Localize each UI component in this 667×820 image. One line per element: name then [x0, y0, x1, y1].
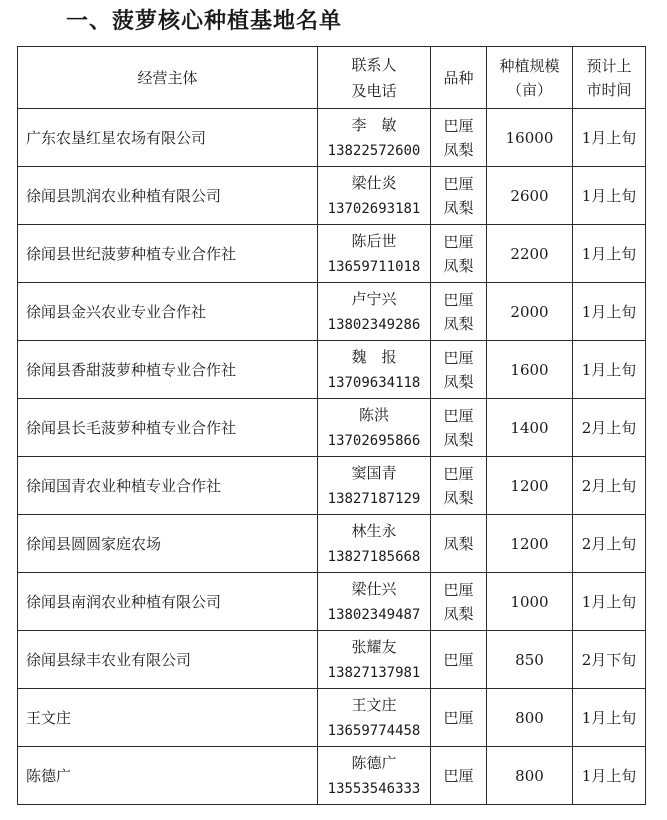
scale-cell: 2200	[487, 225, 573, 283]
table-row	[18, 225, 646, 283]
entity-cell: 徐闻县凯润农业种植有限公司	[18, 167, 318, 225]
time-cell: 2月上旬	[573, 515, 646, 573]
header-entity: 经营主体	[18, 47, 318, 109]
scale-cell: 16000	[487, 109, 573, 167]
time-cell: 1月上旬	[573, 689, 646, 747]
variety-cell	[431, 689, 487, 747]
contact-phone: 13827185668	[327, 548, 421, 565]
scale-cell: 2600	[487, 167, 573, 225]
variety-cell	[431, 457, 487, 515]
scale-cell: 800	[487, 747, 573, 805]
contact-phone: 13802349487	[327, 606, 421, 623]
contact-phone: 13827137981	[327, 664, 421, 681]
variety-line1: 巴厘	[443, 464, 474, 483]
contact-cell	[318, 573, 431, 631]
time-cell: 1月上旬	[573, 283, 646, 341]
time-cell: 1月上旬	[573, 747, 646, 805]
variety-line1: 巴厘	[443, 406, 474, 425]
variety-cell	[431, 631, 487, 689]
entity-cell: 王文庄	[18, 689, 318, 747]
scale-cell: 850	[487, 631, 573, 689]
variety-line1: 巴厘	[443, 650, 474, 669]
entity-cell: 徐闻县南润农业种植有限公司	[18, 573, 318, 631]
scale-cell: 1000	[487, 573, 573, 631]
header-scale-line1: 种植规模	[499, 56, 560, 75]
contact-cell	[318, 689, 431, 747]
entity-cell: 徐闻县香甜菠萝种植专业合作社	[18, 341, 318, 399]
time-cell: 2月下旬	[573, 631, 646, 689]
entity-cell: 广东农垦红星农场有限公司	[18, 109, 318, 167]
variety-line1: 巴厘	[443, 290, 474, 309]
contact-phone: 13702695866	[327, 432, 421, 449]
scale-cell: 1600	[487, 341, 573, 399]
time-cell: 1月上旬	[573, 341, 646, 399]
scale-cell: 2000	[487, 283, 573, 341]
entity-cell: 徐闻县长毛菠萝种植专业合作社	[18, 399, 318, 457]
time-cell: 1月上旬	[573, 167, 646, 225]
variety-cell	[431, 109, 487, 167]
variety-cell	[431, 167, 487, 225]
contact-phone: 13822572600	[327, 142, 421, 159]
contact-cell	[318, 747, 431, 805]
header-scale	[487, 47, 573, 109]
contact-cell	[318, 399, 431, 457]
header-time-line1: 预计上	[586, 56, 632, 75]
table-row	[18, 341, 646, 399]
variety-line1: 巴厘	[443, 232, 474, 251]
table-row	[18, 167, 646, 225]
variety-cell	[431, 515, 487, 573]
contact-name: 梁仕炎	[351, 173, 397, 192]
scale-cell: 1400	[487, 399, 573, 457]
variety-line1: 巴厘	[443, 580, 474, 599]
pineapple-base-table	[17, 46, 646, 805]
time-cell: 1月上旬	[573, 109, 646, 167]
header-contact	[318, 47, 431, 109]
entity-cell: 徐闻县金兴农业专业合作社	[18, 283, 318, 341]
contact-name: 王文庄	[351, 695, 397, 714]
variety-line1: 巴厘	[443, 766, 474, 785]
variety-line2: 凤梨	[443, 372, 474, 391]
contact-phone: 13702693181	[327, 200, 421, 217]
contact-cell	[318, 341, 431, 399]
contact-cell	[318, 167, 431, 225]
variety-line2: 凤梨	[443, 604, 474, 623]
variety-cell	[431, 283, 487, 341]
variety-line2: 凤梨	[443, 430, 474, 449]
entity-cell: 徐闻县绿丰农业有限公司	[18, 631, 318, 689]
contact-name: 窦国青	[351, 463, 397, 482]
entity-cell: 徐闻国青农业种植专业合作社	[18, 457, 318, 515]
variety-line2: 凤梨	[443, 256, 474, 275]
entity-cell: 徐闻县圆圆家庭农场	[18, 515, 318, 573]
entity-cell: 陈德广	[18, 747, 318, 805]
variety-line1: 巴厘	[443, 708, 474, 727]
variety-cell	[431, 573, 487, 631]
contact-phone: 13659774458	[327, 722, 421, 739]
scale-cell: 800	[487, 689, 573, 747]
time-cell: 1月上旬	[573, 225, 646, 283]
contact-name: 卢宁兴	[351, 289, 397, 308]
table-row	[18, 109, 646, 167]
contact-cell	[318, 225, 431, 283]
variety-cell	[431, 341, 487, 399]
scale-cell: 1200	[487, 457, 573, 515]
contact-name: 陈洪	[358, 405, 389, 424]
header-time-line2: 市时间	[586, 80, 632, 99]
time-cell: 2月上旬	[573, 457, 646, 515]
contact-cell	[318, 515, 431, 573]
variety-cell	[431, 399, 487, 457]
variety-cell	[431, 747, 487, 805]
table-row	[18, 515, 646, 573]
table-row	[18, 399, 646, 457]
table-header-row	[18, 47, 646, 109]
variety-line1: 巴厘	[443, 174, 474, 193]
table-row	[18, 631, 646, 689]
contact-name: 陈德广	[351, 753, 397, 772]
header-scale-line2: （亩）	[506, 80, 552, 99]
contact-cell	[318, 283, 431, 341]
contact-phone: 13709634118	[327, 374, 421, 391]
contact-name: 梁仕兴	[351, 579, 397, 598]
contact-phone: 13802349286	[327, 316, 421, 333]
table-row	[18, 283, 646, 341]
contact-name: 李 敏	[351, 115, 397, 134]
variety-line1: 巴厘	[443, 348, 474, 367]
contact-name: 魏 报	[351, 347, 397, 366]
page-title: 一、菠萝核心种植基地名单	[66, 9, 343, 34]
table-row	[18, 457, 646, 515]
contact-name: 林生永	[351, 521, 397, 540]
header-time	[573, 47, 646, 109]
entity-cell: 徐闻县世纪菠萝种植专业合作社	[18, 225, 318, 283]
header-contact-line1: 联系人	[351, 55, 397, 74]
contact-phone: 13659711018	[327, 258, 421, 275]
variety-line2: 凤梨	[443, 314, 474, 333]
time-cell: 2月上旬	[573, 399, 646, 457]
header-contact-line2: 及电话	[351, 81, 397, 100]
scale-cell: 1200	[487, 515, 573, 573]
table-row	[18, 747, 646, 805]
contact-name: 陈后世	[351, 231, 397, 250]
table-row	[18, 573, 646, 631]
contact-phone: 13827187129	[327, 490, 421, 507]
variety-cell	[431, 225, 487, 283]
contact-cell	[318, 631, 431, 689]
time-cell: 1月上旬	[573, 573, 646, 631]
variety-line2: 凤梨	[443, 198, 474, 217]
table-row	[18, 689, 646, 747]
header-variety: 品种	[431, 47, 487, 109]
contact-phone: 13553546333	[327, 780, 421, 797]
variety-line2: 凤梨	[443, 488, 474, 507]
variety-line1: 巴厘	[443, 116, 474, 135]
contact-name: 张耀友	[351, 637, 397, 656]
variety-line1: 凤梨	[443, 534, 474, 553]
contact-cell	[318, 109, 431, 167]
contact-cell	[318, 457, 431, 515]
variety-line2: 凤梨	[443, 140, 474, 159]
